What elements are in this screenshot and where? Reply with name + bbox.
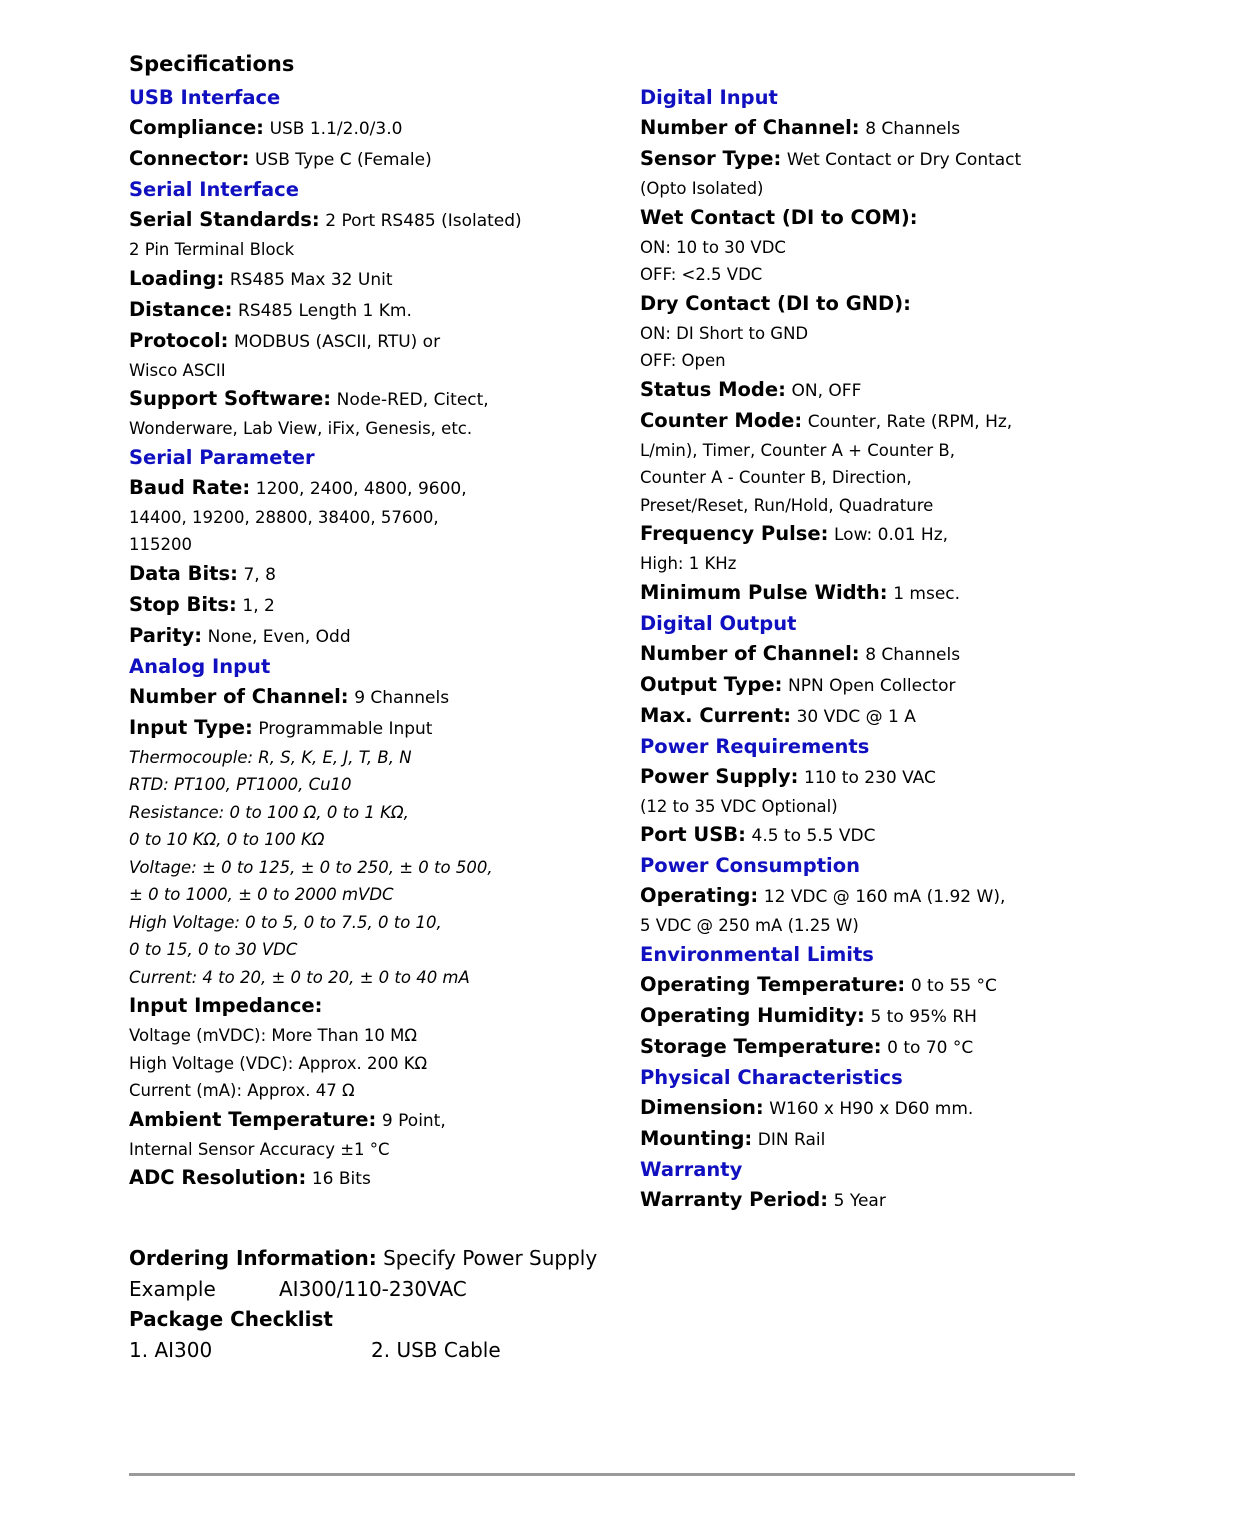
spec-value-cont: (12 to 35 VDC Optional) <box>640 796 838 816</box>
spec-power-supply <box>640 762 1080 793</box>
spec-label: Support Software: <box>129 387 332 410</box>
spec-value: 1 msec. <box>893 583 961 604</box>
spec-value: USB 1.1/2.0/3.0 <box>269 119 403 139</box>
spec-operating-temperature <box>640 970 1080 1001</box>
spec-storage-temperature <box>640 1032 1080 1063</box>
spec-value: USB Type C (Female) <box>254 150 432 170</box>
spec-value-cont: Wisco ASCII <box>129 360 226 380</box>
spec-value: 5 Year <box>833 1190 886 1211</box>
spec-label: Dry Contact (DI to GND): <box>640 291 911 315</box>
spec-value-cont: High: 1 KHz <box>640 554 737 573</box>
spec-baud-rate <box>129 473 629 504</box>
spec-value-cont: OFF: Open <box>640 351 726 370</box>
right-column <box>640 83 1080 1216</box>
spec-value: Wet Contact or Dry Contact <box>786 150 1022 170</box>
spec-value: 7, 8 <box>243 564 276 585</box>
spec-value-cont: OFF: <2.5 VDC <box>640 265 763 284</box>
spec-value: Counter, Rate (RPM, Hz, <box>807 411 1013 432</box>
spec-value: 9 Channels <box>354 687 450 708</box>
ordering-label: Ordering Information: <box>129 1246 377 1270</box>
spec-value-cont: 14400, 19200, 28800, 38400, 57600, <box>129 507 439 527</box>
spec-label: Status Mode: <box>640 377 786 401</box>
spec-stop-bits <box>129 590 629 621</box>
spec-do-channels <box>640 639 1080 670</box>
spec-label: Number of Channel: <box>640 116 860 139</box>
section-power-requirements: Power Requirements <box>640 734 870 758</box>
spec-port-usb <box>640 820 1080 851</box>
spec-label: Minimum Pulse Width: <box>640 580 888 604</box>
example-value: AI300/110-230VAC <box>279 1276 467 1301</box>
section-power-consumption: Power Consumption <box>640 854 860 877</box>
spec-value: DIN Rail <box>757 1129 826 1150</box>
spec-wet-contact <box>640 203 1080 234</box>
package-checklist-heading <box>129 1304 829 1335</box>
spec-value: Programmable Input <box>258 718 433 739</box>
spec-dry-contact <box>640 289 1080 320</box>
ordering-value: Specify Power Supply <box>383 1246 598 1270</box>
spec-loading <box>129 264 629 295</box>
checklist-label: Package Checklist <box>129 1307 333 1331</box>
input-type-item: Current: 4 to 20, ± 0 to 20, ± 0 to 40 mA <box>129 967 470 987</box>
spec-label: Power Supply: <box>640 764 799 788</box>
spec-label: Loading: <box>129 266 225 290</box>
spec-value: 1200, 2400, 4800, 9600, <box>255 478 467 499</box>
spec-value: NPN Open Collector <box>788 675 956 696</box>
spec-value-cont: L/min), Timer, Counter A + Counter B, <box>640 440 955 460</box>
spec-label: Protocol: <box>129 328 229 352</box>
impedance-item: High Voltage (VDC): Approx. 200 KΩ <box>129 1053 428 1073</box>
spec-label: Input Type: <box>129 715 253 739</box>
spec-label: Operating Temperature: <box>640 972 906 996</box>
spec-value: 8 Channels <box>865 119 961 139</box>
spec-value-cont: Counter A - Counter B, Direction, <box>640 468 912 487</box>
spec-label: Distance: <box>129 297 233 321</box>
spec-value: 5 to 95% RH <box>870 1006 977 1027</box>
spec-value: 4.5 to 5.5 VDC <box>751 826 876 846</box>
input-type-item: 0 to 10 KΩ, 0 to 100 KΩ <box>129 830 325 849</box>
spec-input-impedance <box>129 991 629 1022</box>
spec-value: 2 Port RS485 (Isolated) <box>325 211 522 231</box>
section-warranty: Warranty <box>640 1157 743 1181</box>
spec-value: 30 VDC @ 1 A <box>796 706 916 727</box>
spec-value-cont: ON: DI Short to GND <box>640 323 809 343</box>
spec-value: RS485 Max 32 Unit <box>229 269 393 290</box>
spec-label: Operating: <box>640 884 759 907</box>
spec-value: 1, 2 <box>242 595 275 616</box>
spec-label: Port USB: <box>640 823 746 846</box>
spec-value-cont: 115200 <box>129 535 192 554</box>
section-analog-input: Analog Input <box>129 654 271 678</box>
spec-label: Ambient Temperature: <box>129 1107 377 1131</box>
spec-value: None, Even, Odd <box>207 626 351 647</box>
spec-value: 16 Bits <box>311 1169 371 1189</box>
section-environmental-limits: Environmental Limits <box>640 942 874 966</box>
spec-value: RS485 Length 1 Km. <box>238 300 412 321</box>
input-type-item: Resistance: 0 to 100 Ω, 0 to 1 KΩ, <box>129 802 409 822</box>
input-type-item: Voltage: ± 0 to 125, ± 0 to 250, ± 0 to 500, <box>129 857 493 877</box>
spec-warranty-period <box>640 1185 1080 1216</box>
spec-ambient-temperature <box>129 1105 629 1136</box>
spec-connector <box>129 144 629 175</box>
spec-support-software <box>129 384 629 415</box>
section-physical-characteristics: Physical Characteristics <box>640 1065 903 1089</box>
spec-value: 0 to 70 °C <box>887 1037 974 1058</box>
spec-label: Parity: <box>129 623 203 647</box>
spec-value: Node-RED, Citect, <box>336 390 489 410</box>
input-type-item: RTD: PT100, PT1000, Cu10 <box>129 775 352 794</box>
spec-output-type <box>640 670 1080 701</box>
ordering-information <box>129 1243 829 1274</box>
spec-label: Number of Channel: <box>640 641 860 665</box>
spec-di-channels <box>640 113 1080 144</box>
spec-sensor-type <box>640 144 1080 175</box>
spec-data-bits <box>129 559 629 590</box>
spec-value: 0 to 55 °C <box>910 975 997 996</box>
spec-value-cont: 5 VDC @ 250 mA (1.25 W) <box>640 916 859 935</box>
section-digital-output: Digital Output <box>640 611 797 635</box>
spec-value: Low: 0.01 Hz, <box>834 525 949 545</box>
left-column <box>129 83 629 1194</box>
spec-adc-resolution <box>129 1163 629 1194</box>
spec-label: Output Type: <box>640 672 783 696</box>
spec-value: 8 Channels <box>865 644 961 665</box>
page-title: Specifications <box>129 52 295 76</box>
spec-label: Storage Temperature: <box>640 1034 882 1058</box>
spec-operating-humidity <box>640 1001 1080 1032</box>
spec-label: Frequency Pulse: <box>640 522 829 545</box>
impedance-item: Voltage (mVDC): More Than 10 MΩ <box>129 1026 417 1045</box>
spec-compliance <box>129 113 629 144</box>
spec-status-mode <box>640 375 1080 406</box>
section-serial-interface: Serial Interface <box>129 178 299 201</box>
spec-label: Connector: <box>129 147 250 170</box>
input-type-item: Thermocouple: R, S, K, E, J, T, B, N <box>129 747 412 767</box>
spec-operating <box>640 881 1080 912</box>
checklist-item: 1. AI300 <box>129 1337 213 1362</box>
spec-value: 110 to 230 VAC <box>803 767 936 788</box>
spec-value: ON, OFF <box>791 380 862 401</box>
checklist-item: 2. USB Cable <box>371 1337 501 1362</box>
spec-label: Stop Bits: <box>129 592 237 616</box>
spec-value-cont: Preset/Reset, Run/Hold, Quadrature <box>640 495 934 515</box>
ordering-example <box>129 1274 829 1305</box>
input-type-item: ± 0 to 1000, ± 0 to 2000 mVDC <box>129 885 394 904</box>
spec-max-current <box>640 701 1080 732</box>
spec-ai-channels <box>129 682 629 713</box>
spec-dimension <box>640 1093 1080 1124</box>
spec-label: Wet Contact (DI to COM): <box>640 205 918 229</box>
section-usb-interface: USB Interface <box>129 86 281 109</box>
spec-counter-mode <box>640 406 1080 437</box>
ordering-section <box>129 1243 829 1365</box>
spec-label: ADC Resolution: <box>129 1166 307 1189</box>
spec-label: Mounting: <box>640 1126 753 1150</box>
input-type-item: High Voltage: 0 to 5, 0 to 7.5, 0 to 10, <box>129 912 442 932</box>
package-checklist-items <box>129 1335 829 1366</box>
spec-label: Data Bits: <box>129 561 238 585</box>
spec-value: W160 x H90 x D60 mm. <box>769 1098 974 1119</box>
spec-min-pulse-width <box>640 578 1080 609</box>
spec-value: 9 Point, <box>381 1110 446 1131</box>
spec-label: Number of Channel: <box>129 684 349 708</box>
impedance-item: Current (mA): Approx. 47 Ω <box>129 1081 355 1100</box>
spec-value-cont: Wonderware, Lab View, iFix, Genesis, etc. <box>129 419 473 438</box>
spec-label: Serial Standards: <box>129 208 320 231</box>
input-type-item: 0 to 15, 0 to 30 VDC <box>129 940 298 959</box>
spec-serial-standards <box>129 205 629 236</box>
spec-label: Input Impedance: <box>129 994 323 1017</box>
spec-label: Operating Humidity: <box>640 1003 865 1027</box>
section-digital-input: Digital Input <box>640 86 778 109</box>
spec-label: Dimension: <box>640 1095 764 1119</box>
spec-value: 12 VDC @ 160 mA (1.92 W), <box>763 887 1006 907</box>
example-label: Example <box>129 1276 216 1301</box>
spec-value-cont: Internal Sensor Accuracy ±1 °C <box>129 1139 390 1159</box>
spec-value-cont: ON: 10 to 30 VDC <box>640 237 786 257</box>
spec-value-cont: 2 Pin Terminal Block <box>129 240 295 259</box>
footer-divider <box>129 1473 1075 1476</box>
spec-label: Compliance: <box>129 116 264 139</box>
spec-value: MODBUS (ASCII, RTU) or <box>234 331 441 352</box>
spec-mounting <box>640 1124 1080 1155</box>
spec-label: Warranty Period: <box>640 1187 829 1211</box>
section-serial-parameter: Serial Parameter <box>129 445 315 469</box>
spec-label: Baud Rate: <box>129 475 251 499</box>
spec-protocol <box>129 326 629 357</box>
spec-label: Counter Mode: <box>640 408 803 432</box>
spec-frequency-pulse <box>640 519 1080 550</box>
spec-label: Max. Current: <box>640 703 791 727</box>
spec-input-type <box>129 713 629 744</box>
spec-distance <box>129 295 629 326</box>
spec-value-cont: (Opto Isolated) <box>640 179 764 198</box>
spec-label: Sensor Type: <box>640 147 782 170</box>
spec-parity <box>129 621 629 652</box>
